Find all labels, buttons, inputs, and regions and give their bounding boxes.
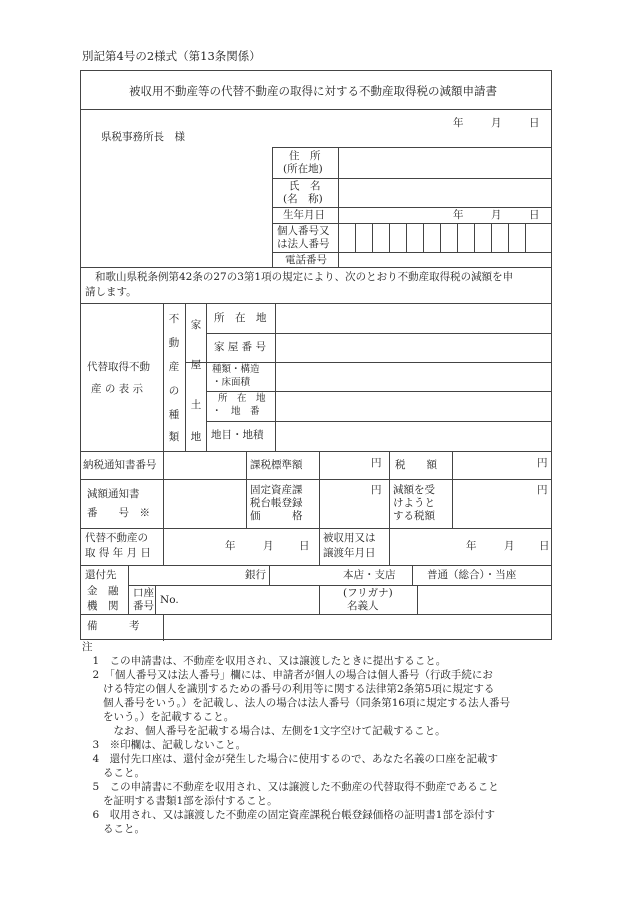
yen-unit: 円 — [537, 484, 548, 496]
house-type-label: 種類・構造 — [212, 364, 260, 375]
form-title: 被収用不動産等の代替不動産の取得に対する不動産取得税の減額申請書 — [129, 84, 497, 98]
land-category-label: 地目・地積 — [211, 429, 264, 441]
divider — [81, 303, 551, 304]
property-label: 代替取得不動 — [87, 361, 150, 373]
alt-acquisition-label: 代替不動産の — [85, 532, 148, 544]
divider — [417, 585, 418, 614]
assessed-value-label: 価 格 — [250, 510, 303, 522]
account-no-prefix: No. — [160, 594, 179, 606]
divider — [81, 565, 551, 566]
land-location-label-sub: ・ 地 番 — [212, 406, 260, 417]
divider — [272, 252, 551, 253]
expropriation-label-sub: 譲渡年月日 — [323, 547, 376, 559]
note-line: をいう。）を記載すること。 — [82, 711, 235, 723]
divider — [389, 451, 390, 528]
divider — [163, 451, 164, 528]
divider — [389, 528, 390, 565]
financial-institution-label-sub: 機 関 — [87, 600, 119, 612]
divider — [412, 565, 413, 585]
note-line: 個人番号をいう。）を記載し、法人の場合は法人番号（同条第16項に規定する法人番号 — [82, 697, 511, 709]
divider — [185, 303, 186, 451]
birth-day-label: 日 — [529, 209, 540, 221]
note-line: 6 収用され、又は譲渡した不動産の固定資産課税台帳登録価格の証明書1部を添付す — [82, 809, 495, 821]
divider — [163, 303, 164, 451]
divider — [206, 333, 551, 334]
divider — [81, 267, 551, 268]
divider — [275, 303, 276, 451]
birth-month-label: 月 — [491, 209, 502, 221]
divider — [206, 421, 551, 422]
account-type-label: 普通（総合）・当座 — [427, 569, 517, 581]
reduction-amount-label: けようと — [393, 497, 435, 509]
assessed-value-label: 税台帳登録 — [250, 497, 303, 509]
divider — [206, 362, 551, 363]
statement: 和歌山県税条例第42条の27の3第1項の規定により、次のとおり不動産取得税の減額を申 — [95, 271, 514, 283]
reduction-notice-label: 減額通知書 — [87, 488, 140, 500]
divider — [272, 147, 273, 267]
address-label-sub: (所在地) — [283, 163, 323, 175]
notice-number-label: 納税通知書番号 — [83, 459, 157, 471]
refund-destination-label: 還付先 — [85, 569, 117, 581]
divider — [128, 565, 129, 614]
divider — [128, 585, 551, 586]
land-location-label: 所 在 地 — [218, 393, 266, 404]
acq-day-label: 日 — [299, 540, 310, 552]
divider — [81, 109, 551, 110]
id-number-label-sub: は法人番号 — [277, 238, 330, 250]
house-char: 屋 — [190, 359, 202, 371]
divider — [406, 223, 407, 252]
expro-year-label: 年 — [466, 540, 477, 552]
note-line: を証明する書類1部を添付すること。 — [82, 795, 278, 807]
note-line: ける特定の個人を識別するための番号の利用等に関する法律第2条第5項に規定する — [82, 683, 495, 695]
birth-year-label: 年 — [453, 209, 464, 221]
divider — [423, 223, 424, 252]
divider — [272, 147, 551, 148]
divider — [319, 528, 320, 565]
furigana-label: (フリガナ) — [343, 587, 393, 599]
financial-institution-label: 金 融 — [87, 585, 119, 597]
divider — [491, 223, 492, 252]
addressee: 県税事務所長 様 — [101, 131, 185, 143]
divider — [355, 223, 356, 252]
divider — [81, 451, 551, 452]
house-location-label: 所 在 地 — [214, 312, 267, 324]
divider — [163, 528, 164, 565]
kind-char: 種 — [168, 409, 180, 421]
assessed-value-label: 固定資産課 — [250, 484, 303, 496]
divider — [81, 528, 551, 529]
remarks-label: 備 考 — [87, 620, 140, 632]
date-month-label: 月 — [491, 117, 502, 129]
note-line: ること。 — [82, 767, 145, 779]
account-number-label-sub: 番号 — [133, 600, 154, 612]
divider — [246, 451, 247, 528]
account-holder-label: 名義人 — [347, 600, 379, 612]
branch-label: 本店・支店 — [343, 569, 396, 581]
note-line: 2 「個人番号又は法人番号」欄には、申請者が個人の場合は個人番号（行政手続にお — [82, 669, 493, 681]
divider — [155, 585, 156, 614]
divider — [508, 223, 509, 252]
statement-cont: 請します。 — [85, 286, 137, 298]
note-line: ること。 — [82, 823, 145, 835]
divider — [457, 223, 458, 252]
account-number-label: 口座 — [133, 587, 154, 599]
note-heading: 注 — [82, 641, 93, 653]
divider — [525, 223, 526, 252]
yen-unit: 円 — [371, 457, 382, 469]
divider — [338, 147, 339, 267]
yen-unit: 円 — [371, 484, 382, 496]
expropriation-label: 被収用又は — [323, 532, 376, 544]
house-number-label: 家 屋 番 号 — [214, 341, 267, 353]
note-line: 5 この申請書に不動産を収用され、又は譲渡した不動産の代替取得不動産であること — [82, 781, 499, 793]
divider — [206, 391, 551, 392]
kind-char: 不 — [168, 313, 180, 325]
kind-char: 類 — [168, 431, 180, 443]
tax-amount-label: 税 額 — [395, 459, 437, 471]
divider — [272, 178, 551, 179]
divider — [372, 223, 373, 252]
land-char: 土 — [190, 399, 202, 411]
kind-char: 動 — [168, 337, 180, 349]
divider — [319, 585, 320, 614]
divider — [206, 303, 207, 451]
notes — [82, 640, 552, 836]
divider — [440, 223, 441, 252]
kind-char: の — [168, 385, 180, 397]
reduction-amount-label: する税額 — [393, 510, 435, 522]
reduction-amount-label: 減額を受 — [393, 484, 435, 496]
divider — [272, 207, 551, 208]
acq-year-label: 年 — [225, 540, 236, 552]
application-form — [80, 70, 552, 640]
kind-char: 産 — [168, 361, 180, 373]
phone-label: 電話番号 — [285, 254, 327, 266]
address-label: 住 所 — [289, 150, 321, 162]
acq-month-label: 月 — [263, 540, 274, 552]
expro-month-label: 月 — [504, 540, 515, 552]
note-line: 1 この申請書は、不動産を収用され、又は譲渡したときに提出すること。 — [82, 655, 447, 667]
divider — [81, 614, 551, 615]
tax-standard-label: 課税標準額 — [250, 459, 303, 471]
divider — [474, 223, 475, 252]
divider — [272, 223, 551, 224]
divider — [389, 223, 390, 252]
house-type-label-sub: ・床面積 — [212, 377, 251, 388]
land-char: 地 — [190, 431, 202, 443]
note-line: 3 ※印欄は、記載しないこと。 — [82, 739, 247, 751]
divider — [269, 565, 270, 585]
yen-unit: 円 — [537, 457, 548, 469]
name-label: 氏 名 — [289, 180, 321, 192]
divider — [81, 479, 551, 480]
house-char: 家 — [190, 319, 202, 331]
form-number: 別記第4号の2様式（第13条関係） — [82, 49, 261, 63]
expro-day-label: 日 — [539, 540, 550, 552]
date-year-label: 年 — [453, 117, 464, 129]
reduction-notice-label-sub: 番 号 ※ — [87, 507, 150, 519]
date-day-label: 日 — [529, 117, 540, 129]
divider — [319, 451, 320, 528]
property-label-sub: 産 の 表 示 — [91, 383, 144, 395]
note-line: 4 還付先口座は、還付金が発生した場合に使用するので、あなた名義の口座を記載す — [82, 753, 498, 765]
divider — [452, 451, 453, 528]
name-label-sub: (名 称) — [283, 193, 323, 205]
birth-label: 生年月日 — [283, 209, 325, 221]
alt-acquisition-label-sub: 取 得 年 月 日 — [85, 547, 151, 559]
divider — [163, 614, 164, 641]
note-line: なお、個人番号を記載する場合は、左側を1文字空けて記載すること。 — [82, 725, 446, 737]
id-number-label: 個人番号又 — [277, 225, 330, 237]
bank-label: 銀行 — [245, 569, 266, 581]
